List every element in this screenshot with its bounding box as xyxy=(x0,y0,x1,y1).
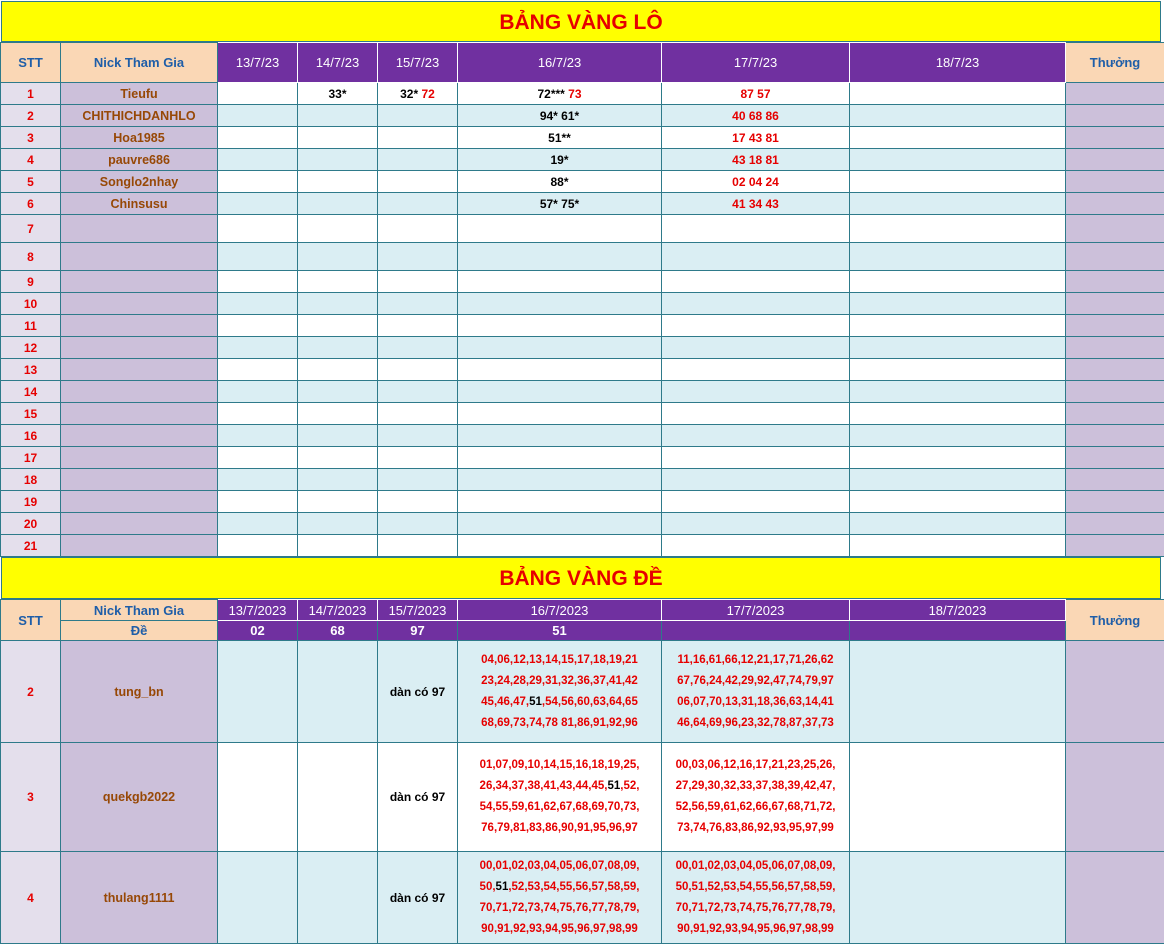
nick-name xyxy=(61,425,218,447)
lo-cell-15 xyxy=(378,149,458,171)
lo-cell xyxy=(458,271,662,293)
lo-table-row xyxy=(1,293,1164,315)
lo-table-row xyxy=(1,315,1164,337)
lo-cell xyxy=(458,513,662,535)
lo-cell xyxy=(458,491,662,513)
lo-hit-value: 73 xyxy=(568,86,582,101)
lo-cell xyxy=(378,403,458,425)
lo-cell xyxy=(378,293,458,315)
lo-cell-14 xyxy=(298,193,378,215)
lo-cell-16 xyxy=(458,105,662,127)
lo-table-row xyxy=(1,105,1164,127)
bonus-cell xyxy=(1066,491,1164,513)
nick-name xyxy=(61,403,218,425)
nick-name: quekgb2022 xyxy=(61,743,218,852)
lo-cell xyxy=(378,513,458,535)
row-number: 8 xyxy=(1,243,61,271)
bonus-cell xyxy=(1066,193,1164,215)
lo-cell xyxy=(218,469,298,491)
bonus-cell xyxy=(1066,171,1164,193)
row-number: 11 xyxy=(1,315,61,337)
lo-cell-14 xyxy=(298,127,378,149)
lo-cell-13 xyxy=(218,171,298,193)
bonus-cell xyxy=(1066,83,1164,105)
lo-value: 19* xyxy=(550,152,569,167)
de-cell-18 xyxy=(850,641,1066,743)
lo-cell xyxy=(458,359,662,381)
de-header-stt: STT xyxy=(1,600,61,641)
lo-cell xyxy=(378,215,458,243)
de-cell-13 xyxy=(218,743,298,852)
lo-cell xyxy=(218,337,298,359)
lo-cell xyxy=(662,535,850,557)
de-cell-13 xyxy=(218,641,298,743)
de-number-set: 00,01,02,03,04,05,06,07,08,09, 50, xyxy=(479,859,640,893)
lo-cell xyxy=(378,425,458,447)
lo-header-nick: Nick Tham Gia xyxy=(61,43,218,83)
lo-cell xyxy=(458,293,662,315)
lo-cell xyxy=(218,403,298,425)
lo-cell xyxy=(850,513,1066,535)
row-number: 2 xyxy=(1,641,61,743)
nick-name xyxy=(61,215,218,243)
de-cell-17: 00,01,02,03,04,05,06,07,08,09, 50,51,52,53,54,55,56,57,58,59, 70,71,72,73,74,75,76,77,78,79, 90,91,92,93,94,95,96,97,98,99 xyxy=(662,852,850,944)
lo-cell-13 xyxy=(218,193,298,215)
lo-cell xyxy=(662,513,850,535)
lo-cell-16 xyxy=(458,149,662,171)
lo-cell-17: 41 34 43 xyxy=(662,193,850,215)
bonus-cell xyxy=(1066,469,1164,491)
row-number: 14 xyxy=(1,381,61,403)
de-table-row xyxy=(1,641,1164,743)
nick-name: Hoa1985 xyxy=(61,127,218,149)
lo-cell-13 xyxy=(218,105,298,127)
lo-header-date: 13/7/23 xyxy=(218,43,298,83)
de-cell-15: dàn có 97 xyxy=(378,641,458,743)
bonus-cell xyxy=(1066,425,1164,447)
lo-cell xyxy=(662,381,850,403)
lo-cell-13 xyxy=(218,149,298,171)
row-number: 6 xyxy=(1,193,61,215)
lo-cell xyxy=(850,337,1066,359)
lo-cell xyxy=(458,535,662,557)
lo-cell xyxy=(298,491,378,513)
lo-cell xyxy=(378,337,458,359)
lo-cell xyxy=(662,315,850,337)
bonus-cell xyxy=(1066,293,1164,315)
lo-cell-18 xyxy=(850,127,1066,149)
lo-cell-15 xyxy=(378,171,458,193)
nick-name xyxy=(61,513,218,535)
lo-cell-17: 02 04 24 xyxy=(662,171,850,193)
nick-name xyxy=(61,271,218,293)
lo-cell xyxy=(850,535,1066,557)
de-header-date: 13/7/2023 xyxy=(218,600,298,621)
lo-cell xyxy=(850,447,1066,469)
lo-cell xyxy=(458,469,662,491)
lo-cell xyxy=(850,381,1066,403)
lo-value: 94* 61* xyxy=(539,108,580,123)
de-cell-16 xyxy=(458,852,662,944)
lo-table-row xyxy=(1,425,1164,447)
nick-name xyxy=(61,293,218,315)
lo-cell xyxy=(662,243,850,271)
row-number: 3 xyxy=(1,743,61,852)
lo-cell xyxy=(850,293,1066,315)
lo-cell xyxy=(458,425,662,447)
lo-cell xyxy=(662,491,850,513)
bonus-cell xyxy=(1066,315,1164,337)
bonus-cell xyxy=(1066,513,1164,535)
de-result xyxy=(850,621,1066,641)
lo-cell xyxy=(662,271,850,293)
lo-cell-13 xyxy=(218,83,298,105)
lo-table-row xyxy=(1,491,1164,513)
lo-value: 88* xyxy=(550,174,569,189)
lo-cell xyxy=(378,469,458,491)
lo-cell xyxy=(298,271,378,293)
de-hit-number: 51 xyxy=(529,695,542,708)
bonus-cell xyxy=(1066,535,1164,557)
lo-cell-17: 43 18 81 xyxy=(662,149,850,171)
lo-table-row xyxy=(1,271,1164,293)
lo-value: 32* xyxy=(400,86,419,101)
lo-table-row xyxy=(1,403,1164,425)
bonus-cell xyxy=(1066,447,1164,469)
nick-name: Songlo2nhay xyxy=(61,171,218,193)
lo-table-row xyxy=(1,127,1164,149)
lo-table-row xyxy=(1,337,1164,359)
lo-table xyxy=(0,42,1164,557)
nick-name: CHITHICHDANHLO xyxy=(61,105,218,127)
bonus-cell xyxy=(1066,105,1164,127)
de-cell-13 xyxy=(218,852,298,944)
lo-cell xyxy=(218,271,298,293)
de-hit-number: 51 xyxy=(607,780,621,792)
lo-header-bonus: Thưởng xyxy=(1066,43,1164,83)
lo-cell xyxy=(298,337,378,359)
de-header-de: Đề xyxy=(61,621,218,641)
lo-cell xyxy=(218,359,298,381)
lo-header-date: 15/7/23 xyxy=(378,43,458,83)
lo-cell xyxy=(218,447,298,469)
lo-cell-18 xyxy=(850,171,1066,193)
lo-cell xyxy=(662,447,850,469)
lo-cell-15 xyxy=(378,105,458,127)
de-header-nick: Nick Tham Gia xyxy=(61,600,218,621)
lo-cell xyxy=(218,243,298,271)
lo-cell xyxy=(378,381,458,403)
lo-cell xyxy=(298,215,378,243)
lo-cell xyxy=(298,447,378,469)
lo-table-row xyxy=(1,171,1164,193)
de-table-row xyxy=(1,743,1164,852)
bonus-cell xyxy=(1066,149,1164,171)
nick-name xyxy=(61,469,218,491)
lo-cell xyxy=(662,403,850,425)
lo-table-row xyxy=(1,243,1164,271)
de-cell-14 xyxy=(298,743,378,852)
nick-name xyxy=(61,243,218,271)
row-number: 4 xyxy=(1,149,61,171)
de-cell-17: 11,16,61,66,12,21,17,71,26,62 67,76,24,42,29,92,47,74,79,97 06,07,70,13,31,18,36,63,14,41 46,64,69,96,23,32,78,87,37,73 xyxy=(662,641,850,743)
bonus-cell xyxy=(1066,743,1164,852)
lo-cell xyxy=(218,425,298,447)
bonus-cell xyxy=(1066,852,1164,944)
lo-cell xyxy=(458,447,662,469)
bonus-cell xyxy=(1066,215,1164,243)
lo-table-row xyxy=(1,447,1164,469)
lo-cell xyxy=(378,271,458,293)
de-number-set: 01,07,09,10,14,15,16,18,19,25, 26,34,37,38,41,43,44,45, xyxy=(479,759,640,792)
lo-cell xyxy=(298,359,378,381)
bonus-cell xyxy=(1066,337,1164,359)
lo-cell xyxy=(378,447,458,469)
de-result-row xyxy=(1,621,1164,641)
lo-cell xyxy=(850,491,1066,513)
lo-cell xyxy=(218,513,298,535)
row-number: 20 xyxy=(1,513,61,535)
lo-cell xyxy=(298,243,378,271)
lo-cell-18 xyxy=(850,149,1066,171)
de-cell-15: dàn có 97 xyxy=(378,852,458,944)
de-header-date: 14/7/2023 xyxy=(298,600,378,621)
nick-name xyxy=(61,381,218,403)
lo-cell xyxy=(458,337,662,359)
de-number-set: ,52, 54,55,59,61,62,67,68,69,70,73, 76,79,81,83,86,90,91,95,96,97 xyxy=(479,780,640,834)
nick-name xyxy=(61,337,218,359)
nick-name: thulang1111 xyxy=(61,852,218,944)
lo-value: 57* 75* xyxy=(539,196,580,211)
row-number: 21 xyxy=(1,535,61,557)
lo-cell-17: 17 43 81 xyxy=(662,127,850,149)
lo-cell xyxy=(298,469,378,491)
lo-cell xyxy=(378,243,458,271)
lo-cell xyxy=(662,359,850,381)
row-number: 19 xyxy=(1,491,61,513)
lo-cell xyxy=(218,315,298,337)
lo-table-row xyxy=(1,381,1164,403)
lo-cell-15 xyxy=(378,83,458,105)
lo-table-row xyxy=(1,469,1164,491)
lo-cell-14 xyxy=(298,171,378,193)
lo-cell xyxy=(850,425,1066,447)
nick-name: Chinsusu xyxy=(61,193,218,215)
lo-cell xyxy=(298,381,378,403)
de-number-set: ,52,53,54,55,56,57,58,59, 70,71,72,73,74,75,76,77,78,79, 90,91,92,93,94,95,96,97,98,99 xyxy=(479,880,640,935)
nick-name xyxy=(61,535,218,557)
lo-table-row xyxy=(1,535,1164,557)
lo-table-row xyxy=(1,193,1164,215)
lo-header-row xyxy=(1,43,1164,83)
lo-cell-16 xyxy=(458,193,662,215)
lo-cell xyxy=(298,535,378,557)
de-cell-18 xyxy=(850,852,1066,944)
row-number: 1 xyxy=(1,83,61,105)
lo-cell xyxy=(298,315,378,337)
row-number: 7 xyxy=(1,215,61,243)
de-header-date: 15/7/2023 xyxy=(378,600,458,621)
de-result: 02 xyxy=(218,621,298,641)
lo-header-date: 14/7/23 xyxy=(298,43,378,83)
lo-value: 51** xyxy=(548,130,571,145)
nick-name xyxy=(61,491,218,513)
bonus-cell xyxy=(1066,403,1164,425)
de-header-row xyxy=(1,600,1164,621)
lo-cell xyxy=(850,243,1066,271)
row-number: 9 xyxy=(1,271,61,293)
lo-header-date: 17/7/23 xyxy=(662,43,850,83)
de-hit-number: 51 xyxy=(495,880,509,893)
de-number-set: 04,06,12,13,14,15,17,18,19,21 23,24,28,29,31,32,36,37,41,42 45,46,47, xyxy=(481,653,638,708)
de-cell-16 xyxy=(458,641,662,743)
row-number: 16 xyxy=(1,425,61,447)
row-number: 13 xyxy=(1,359,61,381)
lo-value: 72*** xyxy=(537,86,565,101)
lo-cell xyxy=(850,215,1066,243)
de-table xyxy=(0,599,1164,944)
lo-cell-16 xyxy=(458,83,662,105)
nick-name: pauvre686 xyxy=(61,149,218,171)
lo-table-row xyxy=(1,359,1164,381)
lo-cell xyxy=(298,513,378,535)
lo-cell-16 xyxy=(458,127,662,149)
nick-name xyxy=(61,315,218,337)
lo-cell xyxy=(218,381,298,403)
row-number: 5 xyxy=(1,171,61,193)
lo-cell xyxy=(378,359,458,381)
de-cell-17: 00,03,06,12,16,17,21,23,25,26, 27,29,30,32,33,37,38,39,42,47, 52,56,59,61,62,66,67,68,71,72, 73,74,76,83,86,92,93,95,97,99 xyxy=(662,743,850,852)
lo-cell xyxy=(662,293,850,315)
lo-header-date: 16/7/23 xyxy=(458,43,662,83)
de-cell-14 xyxy=(298,852,378,944)
lo-cell-13 xyxy=(218,127,298,149)
de-header-date: 18/7/2023 xyxy=(850,600,1066,621)
de-result xyxy=(662,621,850,641)
nick-name: tung_bn xyxy=(61,641,218,743)
lo-cell-18 xyxy=(850,193,1066,215)
lo-cell xyxy=(378,535,458,557)
lo-cell xyxy=(378,491,458,513)
lo-cell-18 xyxy=(850,105,1066,127)
lo-hit-value: 72 xyxy=(421,86,435,101)
de-result: 68 xyxy=(298,621,378,641)
de-header-date: 16/7/2023 xyxy=(458,600,662,621)
lo-cell xyxy=(662,425,850,447)
de-result: 51 xyxy=(458,621,662,641)
lo-cell xyxy=(218,293,298,315)
de-number-set: ,54,56,60,63,64,65 68,69,73,74,78 81,86,91,92,96 xyxy=(481,695,638,729)
lo-table-row xyxy=(1,149,1164,171)
lo-cell xyxy=(298,403,378,425)
lo-cell xyxy=(850,403,1066,425)
lo-header-stt: STT xyxy=(1,43,61,83)
lo-cell-14 xyxy=(298,149,378,171)
row-number: 15 xyxy=(1,403,61,425)
row-number: 4 xyxy=(1,852,61,944)
lo-cell xyxy=(458,315,662,337)
lo-cell-14 xyxy=(298,105,378,127)
lo-cell xyxy=(378,315,458,337)
bonus-cell xyxy=(1066,127,1164,149)
nick-name xyxy=(61,447,218,469)
de-header-bonus: Thưởng xyxy=(1066,600,1164,641)
lo-cell-15 xyxy=(378,193,458,215)
de-result: 97 xyxy=(378,621,458,641)
lo-table-row xyxy=(1,215,1164,243)
row-number: 3 xyxy=(1,127,61,149)
de-cell-16 xyxy=(458,743,662,852)
lo-cell xyxy=(458,403,662,425)
lo-table-row xyxy=(1,83,1164,105)
lo-header-date: 18/7/23 xyxy=(850,43,1066,83)
bonus-cell xyxy=(1066,243,1164,271)
de-table-row xyxy=(1,852,1164,944)
row-number: 17 xyxy=(1,447,61,469)
nick-name: Tieufu xyxy=(61,83,218,105)
bonus-cell xyxy=(1066,271,1164,293)
lo-cell xyxy=(218,491,298,513)
row-number: 2 xyxy=(1,105,61,127)
lo-cell xyxy=(662,215,850,243)
lo-cell-18 xyxy=(850,83,1066,105)
lo-cell-17: 40 68 86 xyxy=(662,105,850,127)
lo-cell xyxy=(218,215,298,243)
lo-table-row xyxy=(1,513,1164,535)
bonus-cell xyxy=(1066,381,1164,403)
bonus-cell xyxy=(1066,359,1164,381)
row-number: 12 xyxy=(1,337,61,359)
lo-cell xyxy=(298,293,378,315)
lo-cell xyxy=(218,535,298,557)
lo-cell xyxy=(850,271,1066,293)
lo-cell-14: 33* xyxy=(298,83,378,105)
bonus-cell xyxy=(1066,641,1164,743)
lo-cell xyxy=(850,315,1066,337)
lo-title-banner: BẢNG VÀNG LÔ xyxy=(1,1,1161,42)
lo-cell xyxy=(458,215,662,243)
de-title-banner: BẢNG VÀNG ĐỀ xyxy=(1,557,1161,599)
lo-cell xyxy=(850,359,1066,381)
row-number: 10 xyxy=(1,293,61,315)
row-number: 18 xyxy=(1,469,61,491)
de-cell-18 xyxy=(850,743,1066,852)
lo-cell xyxy=(662,469,850,491)
lo-cell-15 xyxy=(378,127,458,149)
nick-name xyxy=(61,359,218,381)
lo-cell-17: 87 57 xyxy=(662,83,850,105)
lo-cell xyxy=(850,469,1066,491)
lo-cell xyxy=(458,243,662,271)
de-header-date: 17/7/2023 xyxy=(662,600,850,621)
lo-cell xyxy=(298,425,378,447)
lo-cell xyxy=(662,337,850,359)
de-cell-15: dàn có 97 xyxy=(378,743,458,852)
lo-cell xyxy=(458,381,662,403)
lo-cell-16 xyxy=(458,171,662,193)
de-cell-14 xyxy=(298,641,378,743)
